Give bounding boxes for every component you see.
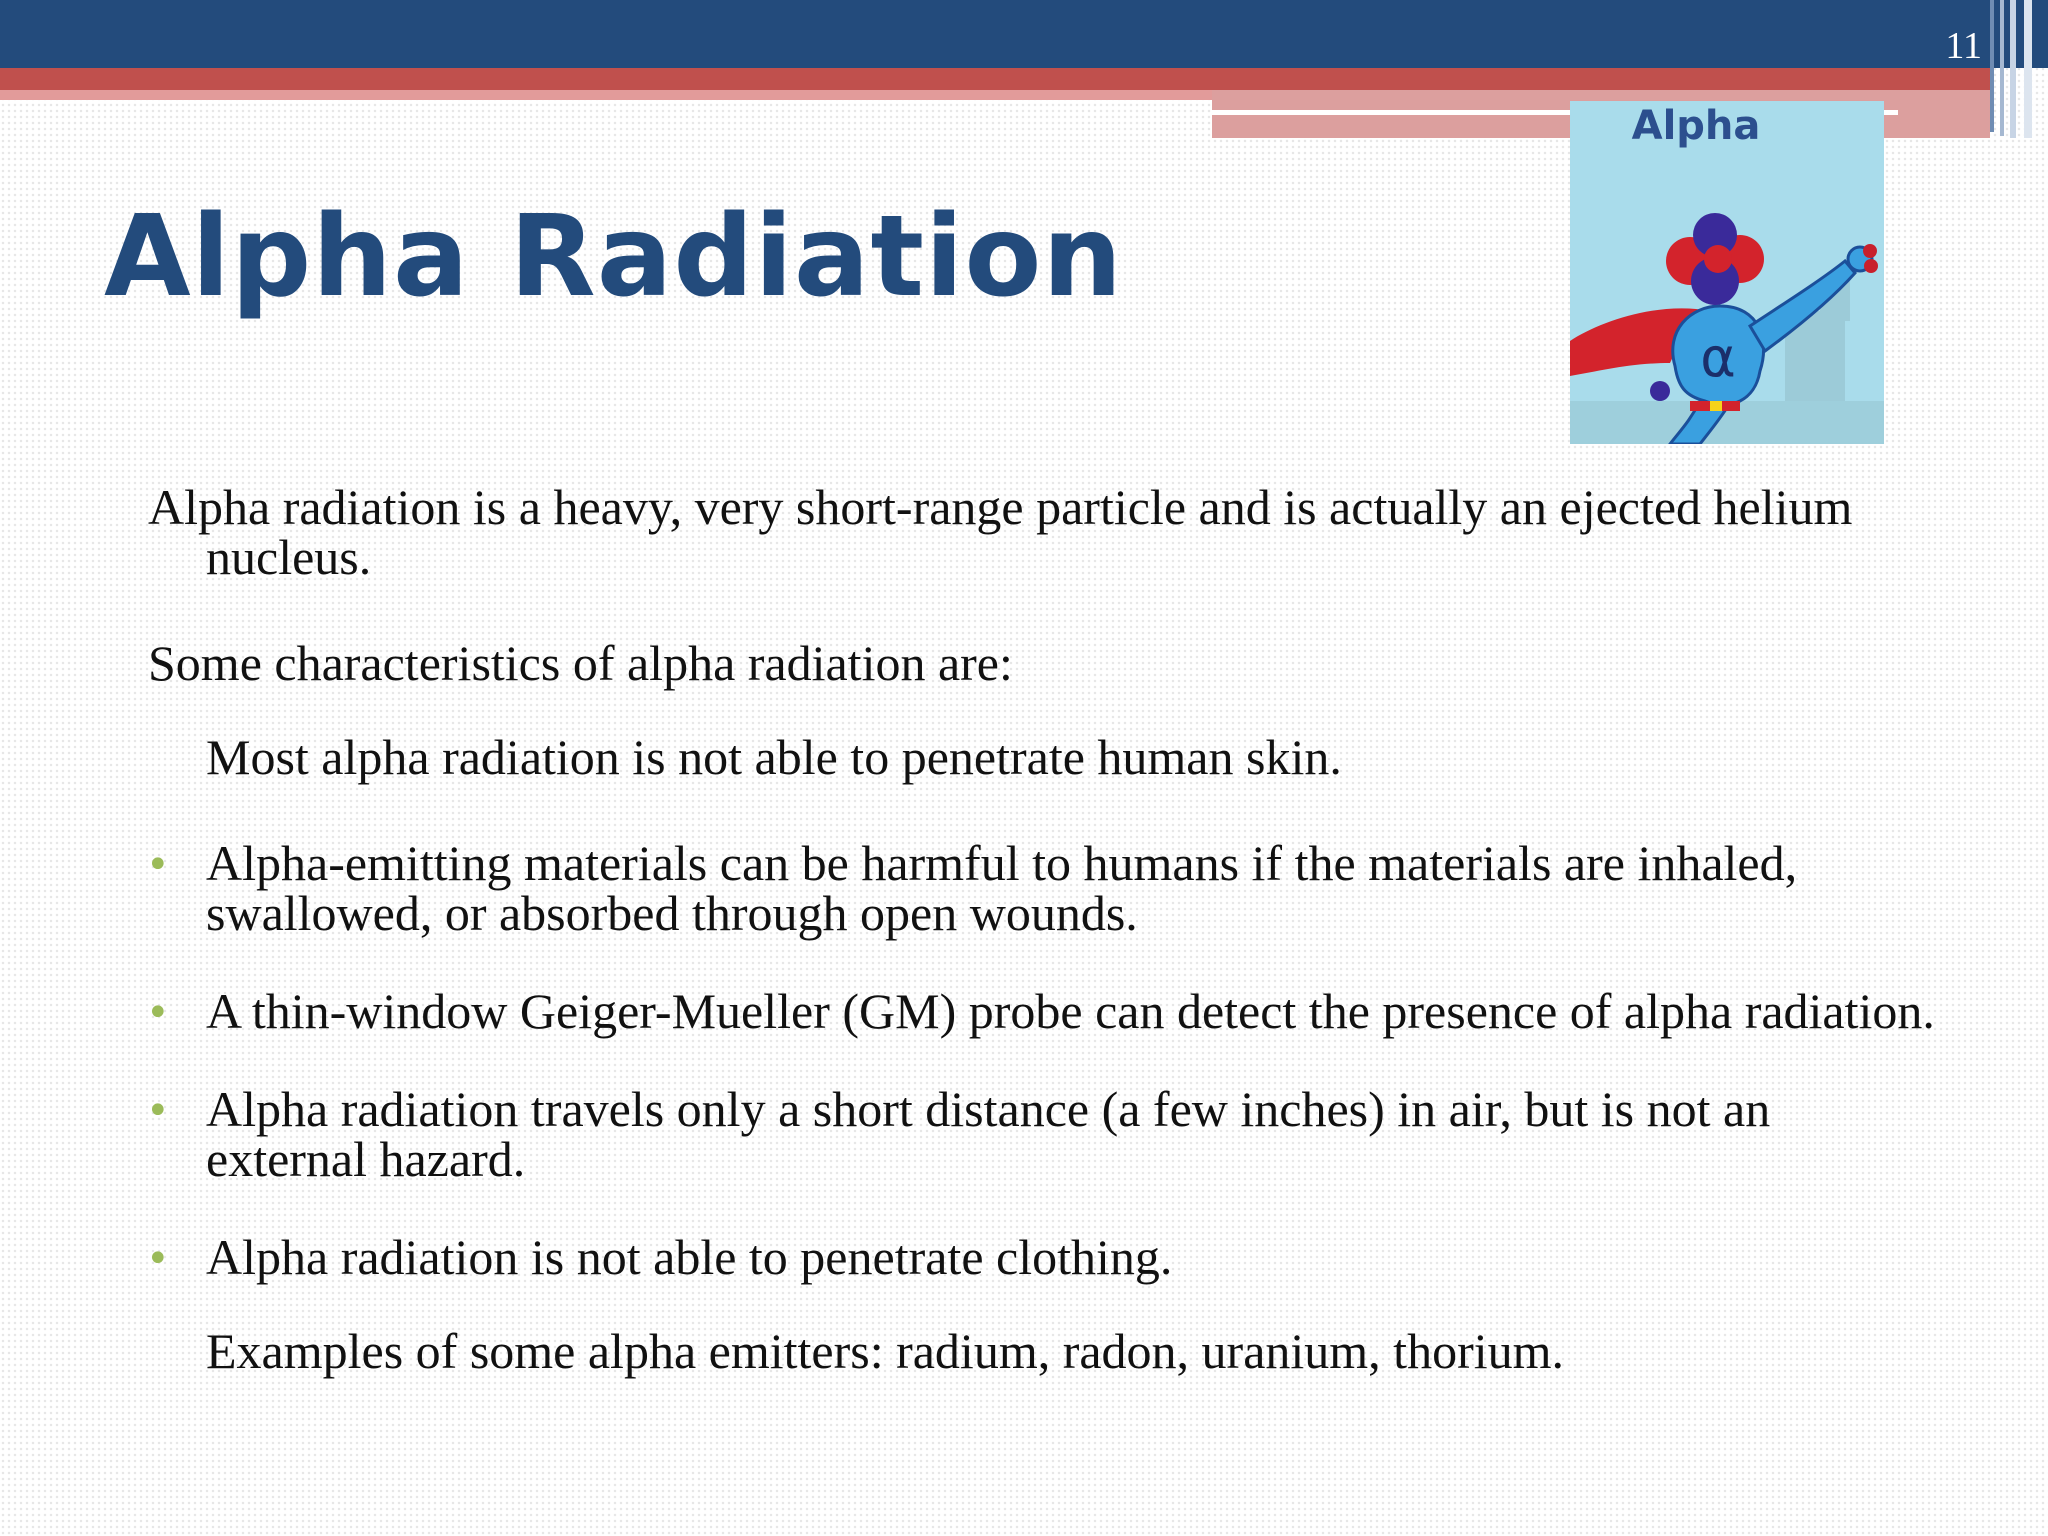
bullet-text: Alpha radiation travels only a short distance (a few inches) in air, but is not an external hazard.	[206, 1081, 1771, 1187]
alpha-hero-illustration	[1570, 101, 1884, 444]
slide-number: 11	[1945, 25, 1982, 67]
slide-title: Alpha Radiation	[104, 192, 1124, 322]
bullet-item	[146, 835, 1938, 941]
bullet-item	[146, 1081, 1938, 1187]
fist-particle	[1863, 244, 1877, 258]
image-label: Alpha	[1631, 103, 1761, 149]
header-vertical-line-3	[2010, 0, 2016, 138]
bullet-text: Alpha radiation is not able to penetrate clothing.	[206, 1229, 1173, 1285]
bullet-text: Alpha-emitting materials can be harmful to humans if the materials are inhaled, swallowed, or absorbed through open wounds.	[206, 835, 1798, 941]
examples-item: Examples of some alpha emitters: radium, radon, uranium, thorium.	[206, 1323, 1565, 1379]
bullet-marker: •	[146, 990, 170, 1036]
slide-content	[146, 479, 1938, 1379]
alpha-symbol: α	[1700, 326, 1736, 389]
bullet-item	[146, 1229, 1938, 1285]
intro-paragraph: Alpha radiation is a heavy, very short-range particle and is actually an ejected helium nucleus.	[148, 479, 1853, 585]
proton-ball	[1704, 245, 1732, 273]
header-pink-bar	[0, 90, 1212, 100]
bullet-text: A thin-window Geiger-Mueller (GM) probe can detect the presence of alpha radiation.	[206, 983, 1935, 1039]
lead-paragraph: Some characteristics of alpha radiation are:	[148, 635, 1013, 691]
header-vertical-line-4	[2024, 0, 2032, 138]
bullet-marker: •	[146, 1088, 170, 1134]
hand-shape	[1650, 381, 1670, 401]
header-blue-bar	[0, 0, 2048, 68]
bullet-marker: •	[146, 842, 170, 888]
header-vertical-line-1	[1990, 0, 1994, 132]
belt-buckle	[1710, 401, 1722, 411]
characteristic-item: Most alpha radiation is not able to penetrate human skin.	[206, 729, 1342, 785]
bullet-item	[146, 983, 1938, 1039]
header-red-bar	[0, 68, 1990, 90]
fist-particle	[1864, 259, 1878, 273]
header-vertical-line-2	[2000, 0, 2004, 136]
alpha-hero-image	[1570, 101, 1884, 444]
bullet-marker: •	[146, 1236, 170, 1282]
